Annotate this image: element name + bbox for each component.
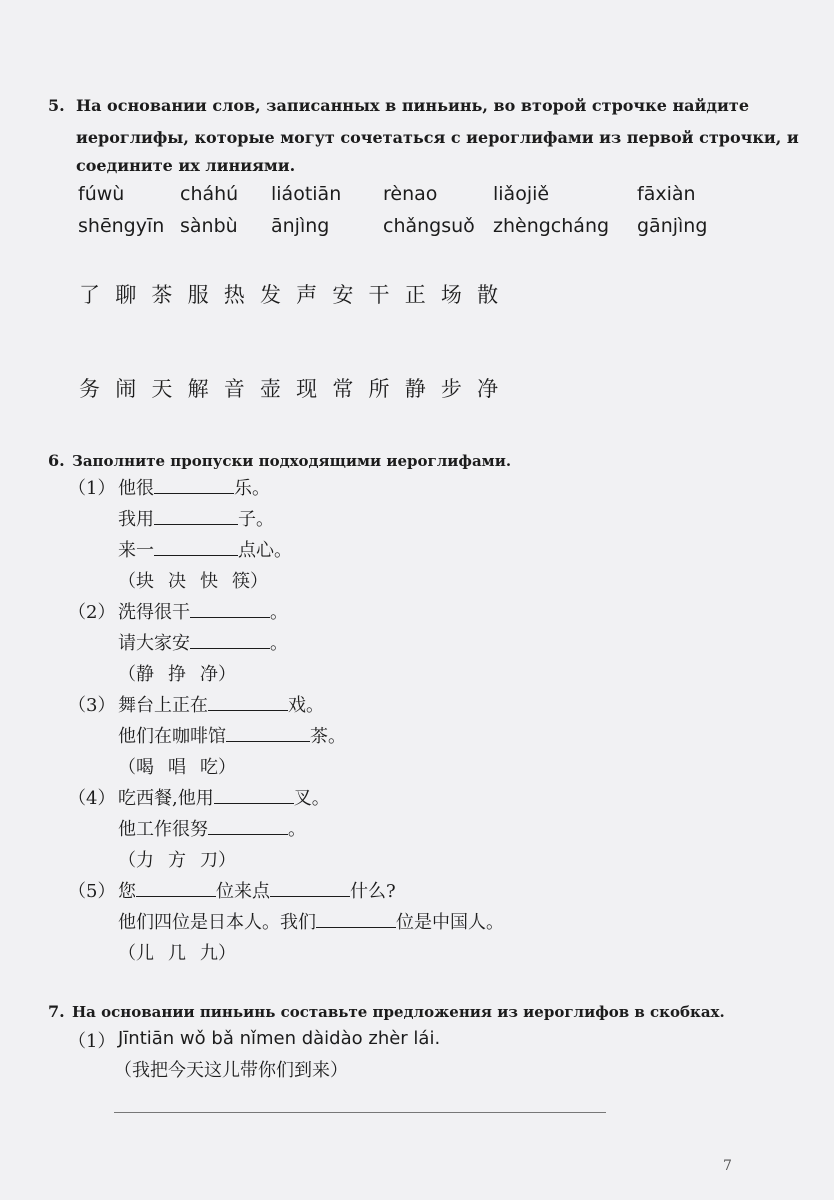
character[interactable]: 天 bbox=[151, 377, 173, 401]
fill-line: 他很 乐。 bbox=[118, 478, 270, 499]
blank-input[interactable] bbox=[214, 787, 294, 804]
fill-line: 他工作很努 。 bbox=[118, 819, 306, 840]
character[interactable]: 热 bbox=[223, 283, 245, 307]
blank-input[interactable] bbox=[154, 539, 238, 556]
item-label: （5） bbox=[68, 881, 116, 902]
blank-input[interactable] bbox=[154, 508, 238, 525]
character[interactable]: 了 bbox=[79, 283, 100, 307]
character[interactable]: 步 bbox=[440, 377, 462, 401]
exercise-5-instruction-line-3: соедините их линиями. bbox=[76, 156, 296, 175]
exercise-5-instruction-line-2: иероглифы, которые могут сочетаться с иероглифами из первой строчки, и bbox=[76, 128, 799, 147]
character[interactable]: 常 bbox=[332, 377, 354, 401]
item-characters: （我把今天这儿带你们到来） bbox=[114, 1060, 348, 1081]
fill-line: 吃西餐,他用 叉。 bbox=[118, 788, 330, 809]
options: （块 决 快 筷） bbox=[118, 571, 268, 592]
character-row-1 bbox=[79, 279, 513, 309]
item-label: （1） bbox=[68, 478, 116, 499]
blank-input[interactable] bbox=[270, 880, 350, 897]
pinyin-word: fāxiàn bbox=[637, 183, 696, 205]
character[interactable]: 茶 bbox=[151, 283, 173, 307]
pinyin-word: ānjìng bbox=[271, 215, 330, 237]
character[interactable]: 解 bbox=[187, 377, 209, 401]
exercise-5-instruction-line-1: На основании слов, записанных в пиньинь, во второй строчке найдите bbox=[76, 96, 750, 115]
fill-line: 他们在咖啡馆 茶。 bbox=[118, 726, 346, 747]
exercise-5-number: 5. bbox=[48, 96, 65, 115]
character[interactable]: 聊 bbox=[115, 283, 137, 307]
exercise-7-instruction: На основании пиньинь составьте предложения из иероглифов в скобках. bbox=[72, 1003, 725, 1021]
pinyin-word: shēngyīn bbox=[78, 215, 165, 237]
blank-input[interactable] bbox=[136, 880, 216, 897]
answer-line[interactable] bbox=[114, 1112, 606, 1113]
exercise-6-number: 6. bbox=[48, 451, 65, 470]
fill-line: 舞台上正在 戏。 bbox=[118, 695, 324, 716]
fill-line: 请大家安 。 bbox=[118, 633, 288, 654]
options: （静 挣 净） bbox=[118, 664, 236, 685]
item-label: （1） bbox=[68, 1031, 116, 1052]
fill-line: 我用 子。 bbox=[118, 509, 274, 530]
pinyin-word: gānjìng bbox=[637, 215, 708, 237]
character[interactable]: 音 bbox=[223, 377, 245, 401]
pinyin-word: liǎojiě bbox=[493, 183, 550, 205]
page-number: 7 bbox=[723, 1158, 732, 1174]
item-label: （4） bbox=[68, 788, 116, 809]
blank-input[interactable] bbox=[208, 694, 288, 711]
character[interactable]: 务 bbox=[79, 377, 100, 401]
pinyin-word: cháhú bbox=[180, 183, 239, 205]
character[interactable]: 发 bbox=[259, 283, 281, 307]
character[interactable]: 场 bbox=[440, 283, 462, 307]
pinyin-word: zhèngcháng bbox=[493, 215, 610, 237]
blank-input[interactable] bbox=[190, 632, 270, 649]
exercise-6-instruction: Заполните пропуски подходящими иероглифами. bbox=[72, 452, 512, 470]
item-label: （2） bbox=[68, 602, 116, 623]
character[interactable]: 散 bbox=[477, 283, 499, 307]
options: （儿 几 九） bbox=[118, 943, 236, 964]
character[interactable]: 净 bbox=[477, 377, 499, 401]
character[interactable]: 服 bbox=[187, 283, 209, 307]
pinyin-word: liáotiān bbox=[271, 183, 342, 205]
item-pinyin: Jīntiān wǒ bǎ nǐmen dàidào zhèr lái. bbox=[118, 1028, 441, 1049]
character[interactable]: 静 bbox=[404, 377, 426, 401]
exercise-7-number: 7. bbox=[48, 1002, 65, 1021]
fill-line: 您 位来点 什么? bbox=[118, 881, 396, 902]
pinyin-word: rènao bbox=[383, 183, 438, 205]
pinyin-word: fúwù bbox=[78, 183, 125, 205]
character[interactable]: 声 bbox=[296, 283, 318, 307]
item-label: （3） bbox=[68, 695, 116, 716]
character[interactable]: 安 bbox=[332, 283, 354, 307]
character[interactable]: 现 bbox=[296, 377, 318, 401]
options: （力 方 刀） bbox=[118, 850, 236, 871]
character[interactable]: 闹 bbox=[115, 377, 137, 401]
options: （喝 唱 吃） bbox=[118, 757, 236, 778]
blank-input[interactable] bbox=[154, 477, 234, 494]
blank-input[interactable] bbox=[226, 725, 310, 742]
blank-input[interactable] bbox=[208, 818, 288, 835]
fill-line: 他们四位是日本人。我们 位是中国人。 bbox=[118, 912, 504, 933]
fill-line: 洗得很干 。 bbox=[118, 602, 288, 623]
pinyin-word: sànbù bbox=[180, 215, 238, 237]
fill-line: 来一 点心。 bbox=[118, 540, 292, 561]
character-row-2 bbox=[79, 373, 513, 403]
character[interactable]: 所 bbox=[368, 377, 390, 401]
pinyin-word: chǎngsuǒ bbox=[383, 215, 475, 237]
character[interactable]: 壶 bbox=[259, 377, 281, 401]
blank-input[interactable] bbox=[190, 601, 270, 618]
character[interactable]: 正 bbox=[404, 283, 426, 307]
character[interactable]: 干 bbox=[368, 283, 390, 307]
blank-input[interactable] bbox=[316, 911, 396, 928]
